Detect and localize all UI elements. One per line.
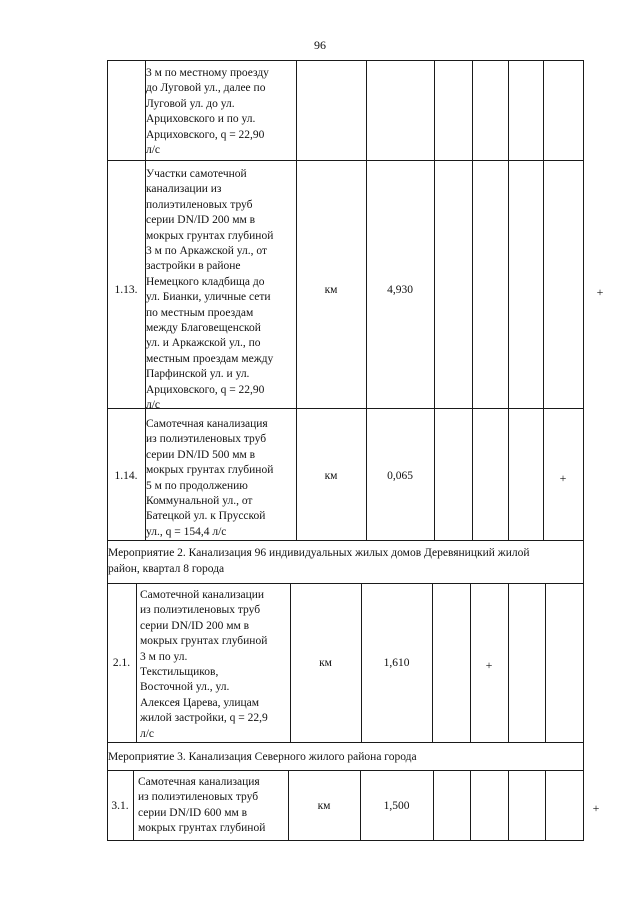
description-line: Текстильщиков,	[140, 666, 219, 679]
row-number: 1.13.	[114, 284, 138, 296]
description-line: Парфинской ул. и ул.	[146, 368, 250, 381]
length-value: 1,610	[383, 657, 410, 669]
description-line: серии DN/ID 600 мм в	[138, 806, 248, 819]
row-description	[146, 66, 296, 158]
h-line-top	[107, 60, 584, 61]
description-line: канализации из	[146, 183, 222, 196]
description-line: мокрых грунтах глубиной	[146, 229, 274, 242]
description-line: Самотечной канализации	[140, 589, 265, 601]
description-line: Арциховского, q = 22,90	[146, 128, 265, 141]
v-line-c1-c	[470, 770, 471, 840]
description-line: Немецкого кладбища до	[146, 275, 265, 288]
description-line: мокрых грунтах глубиной	[146, 464, 274, 477]
unit-cell: км	[317, 800, 331, 812]
description-line: серии DN/ID 200 мм в	[146, 214, 256, 227]
description-line: по местным проездам	[146, 306, 254, 319]
row-description	[146, 417, 296, 540]
description-line: Луговой ул. до ул.	[146, 97, 235, 110]
length-value: 1,500	[383, 800, 410, 812]
description-line: ул. и Аркажской ул., по	[146, 337, 261, 350]
unit-cell: км	[324, 284, 338, 296]
row-description	[138, 775, 288, 837]
v-line-desc-a	[296, 60, 297, 540]
description-line: 3 м по ул.	[140, 650, 188, 663]
section-heading	[108, 545, 584, 577]
description-line: застройки в районе	[146, 260, 241, 273]
section-line: Мероприятие 3. Канализация Северного жилого района города	[108, 751, 417, 763]
description-line: Алексея Царева, улицам	[140, 696, 260, 709]
v-line-num-b	[136, 583, 137, 742]
description-line: до Луговой ул., далее по	[146, 82, 266, 95]
unit-cell: км	[324, 470, 338, 482]
row-number: 3.1.	[111, 800, 129, 812]
description-line: мокрых грунтах глубиной	[138, 822, 266, 835]
unit-cell: км	[319, 657, 332, 669]
v-line-num-c	[133, 770, 134, 840]
description-line: 3 м по местному проезду	[146, 67, 269, 79]
description-line: Арциховского и по ул.	[146, 113, 256, 126]
v-line-c2-c	[508, 770, 509, 840]
description-line: Участки самотечной	[146, 168, 247, 180]
v-line-left	[107, 60, 108, 840]
description-line: между Благовещенской	[146, 322, 261, 335]
v-line-unit-a	[366, 60, 367, 540]
description-line: Коммунальной ул., от	[146, 495, 253, 508]
description-line: из полиэтиленовых труб	[140, 604, 261, 617]
section-heading	[108, 749, 584, 765]
page-number: 96	[314, 38, 326, 52]
description-line: Восточной ул., ул.	[140, 681, 230, 694]
description-line: полиэтиленовых труб	[146, 198, 253, 211]
v-line-val-c	[433, 770, 434, 840]
v-line-val-a	[434, 60, 435, 540]
description-line: 5 м по продолжению	[146, 479, 248, 492]
h-line-4	[107, 583, 584, 584]
description-line: л/с	[146, 399, 161, 412]
description-line: серии DN/ID 200 мм в	[140, 619, 250, 632]
h-line-6	[107, 770, 584, 771]
description-line: из полиэтиленовых труб	[138, 791, 259, 804]
h-line-1	[107, 160, 584, 161]
description-line: 3 м по Аркажской ул., от	[146, 245, 267, 258]
v-line-c3-a	[543, 60, 544, 540]
description-line: местным проездам между	[146, 352, 274, 365]
description-line: из полиэтиленовых труб	[146, 433, 267, 446]
plus-mark: +	[559, 471, 567, 485]
v-line-c2-b	[508, 583, 509, 742]
plus-mark: +	[596, 285, 604, 299]
v-line-c3-b	[545, 583, 546, 742]
length-value: 4,930	[387, 284, 413, 296]
description-line: Батецкой ул. к Прусской	[146, 510, 266, 523]
description-line: ул., q = 154,4 л/с	[146, 525, 227, 538]
row-number: 1.14.	[114, 470, 138, 482]
description-line: ул. Бианки, уличные сети	[146, 291, 271, 304]
section-line: Мероприятие 2. Канализация 96 индивидуальных жилых домов Деревяницкий жилой	[108, 547, 530, 559]
h-line-bottom	[107, 840, 584, 841]
description-line: Самотечная канализация	[146, 418, 268, 430]
section-line: район, квартал 8 города	[108, 563, 225, 575]
v-line-c3-c	[545, 770, 546, 840]
row-description	[146, 167, 296, 414]
description-line: жилой застройки, q = 22,9	[140, 712, 268, 725]
plus-mark: +	[485, 658, 493, 672]
description-line: мокрых грунтах глубиной	[140, 635, 268, 648]
h-line-5	[107, 742, 584, 743]
v-line-val-b	[432, 583, 433, 742]
description-line: Самотечная канализация	[138, 776, 260, 788]
plus-mark: +	[592, 801, 600, 815]
v-line-c1-a	[472, 60, 473, 540]
v-line-c4-a	[583, 60, 584, 540]
row-number: 2.1.	[112, 657, 131, 669]
description-line: л/с	[140, 727, 155, 740]
v-line-c2-a	[508, 60, 509, 540]
description-line: серии DN/ID 500 мм в	[146, 448, 256, 461]
description-line: л/с	[146, 144, 161, 157]
length-value: 0,065	[387, 470, 413, 482]
description-line: Арциховского, q = 22,90	[146, 383, 265, 396]
row-description	[140, 588, 290, 742]
